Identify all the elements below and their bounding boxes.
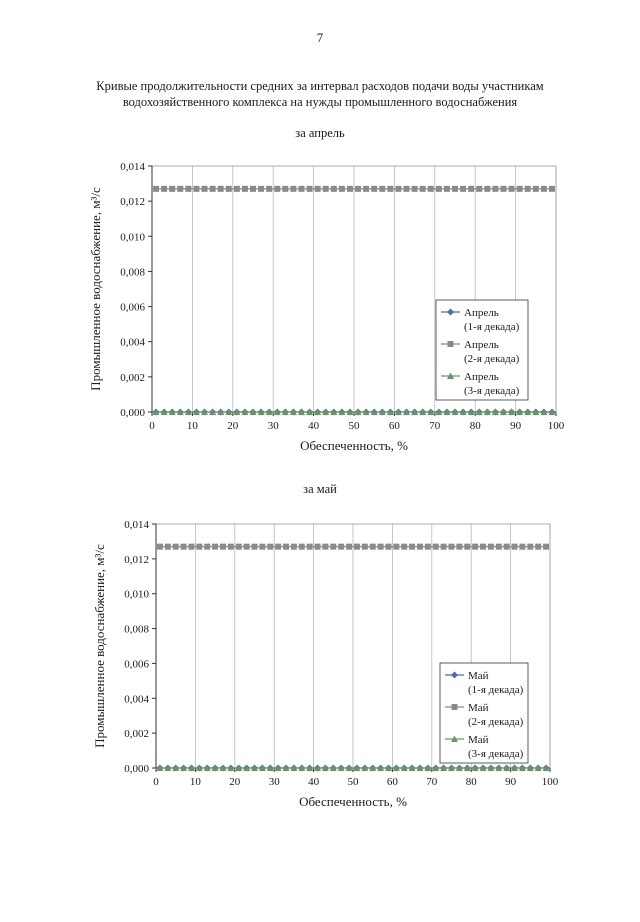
data-point-series-2 [468,186,474,192]
data-point-series-2 [212,544,218,550]
data-point-series-2 [161,186,167,192]
data-point-series-2 [409,544,415,550]
legend-label-2-line-1: Май [468,702,489,714]
legend-marker-2 [452,704,458,710]
data-point-series-2 [259,544,265,550]
y-tick-label: 0,010 [124,588,149,601]
data-point-series-2 [274,186,280,192]
x-tick-label: 80 [465,776,477,788]
x-tick-label: 50 [347,776,359,788]
y-tick-label: 0,002 [120,371,145,384]
x-tick-label: 0 [149,420,155,432]
data-point-series-2 [275,544,281,550]
data-point-series-2 [323,186,329,192]
data-point-series-2 [347,186,353,192]
data-point-series-2 [460,186,466,192]
data-point-series-2 [370,544,376,550]
x-axis-label: Обеспеченность, % [299,794,407,809]
y-tick-label: 0,006 [120,301,145,314]
data-point-series-2 [464,544,470,550]
data-point-series-2 [307,186,313,192]
data-point-series-2 [401,544,407,550]
data-point-series-2 [480,544,486,550]
x-tick-label: 90 [510,420,522,432]
legend-marker-2 [448,341,454,347]
legend-label-2-line-2: (2-я декада) [468,716,524,728]
data-point-series-2 [441,544,447,550]
data-point-series-2 [425,544,431,550]
data-point-series-2 [476,186,482,192]
data-point-series-2 [385,544,391,550]
data-point-series-2 [496,544,502,550]
y-tick-label: 0,008 [124,623,149,636]
y-tick-label: 0,000 [124,763,149,775]
data-point-series-2 [484,186,490,192]
document-title-line-1: Кривые продолжительности средних за интервал расходов подачи воды участникам [96,79,544,93]
data-point-series-2 [346,544,352,550]
legend-label-3-line-2: (3-я декада) [468,748,524,760]
data-point-series-2 [433,544,439,550]
x-tick-label: 100 [541,776,559,788]
data-point-series-2 [456,544,462,550]
data-point-series-2 [449,544,455,550]
data-point-series-2 [354,544,360,550]
data-point-series-2 [378,544,384,550]
data-point-series-2 [307,544,313,550]
data-point-series-2 [298,186,304,192]
data-point-series-2 [236,544,242,550]
x-tick-label: 50 [348,420,360,432]
data-point-series-2 [504,544,510,550]
data-point-series-2 [196,544,202,550]
data-point-series-2 [282,186,288,192]
document-title-line-2: водохозяйственного комплекса на нужды промышленного водоснабжения [122,95,518,109]
chart-may-title: за май [303,482,337,496]
data-point-series-2 [315,544,321,550]
data-point-series-2 [153,186,159,192]
data-point-series-2 [363,186,369,192]
data-point-series-2 [169,186,175,192]
data-point-series-2 [541,186,547,192]
data-point-series-2 [266,186,272,192]
data-point-series-2 [519,544,525,550]
legend-label-3-line-1: Апрель [464,371,499,383]
data-point-series-2 [533,186,539,192]
data-point-series-2 [417,544,423,550]
data-point-series-2 [204,544,210,550]
data-point-series-2 [549,186,555,192]
x-tick-label: 60 [386,776,398,788]
x-tick-label: 30 [268,776,280,788]
data-point-series-2 [177,186,183,192]
legend-label-2-line-1: Апрель [464,339,499,351]
data-point-series-2 [339,186,345,192]
legend-label-1-line-1: Апрель [464,307,499,319]
x-tick-label: 90 [505,776,517,788]
data-point-series-2 [404,186,410,192]
y-tick-label: 0,012 [120,196,145,209]
x-tick-label: 30 [267,420,279,432]
data-point-series-2 [165,544,171,550]
page-number: 7 [316,30,324,45]
y-tick-label: 0,014 [120,161,145,173]
legend-label-3-line-1: Май [468,734,489,746]
chart-april-title: за апрель [295,126,345,140]
data-point-series-2 [185,186,191,192]
data-point-series-2 [509,186,515,192]
x-tick-label: 40 [308,776,320,788]
x-tick-label: 40 [308,420,320,432]
x-tick-label: 80 [469,420,481,432]
legend-label-3-line-2: (3-я декада) [464,385,520,397]
data-point-series-2 [395,186,401,192]
x-tick-label: 20 [227,420,239,432]
y-tick-label: 0,006 [124,658,149,671]
data-point-series-2 [452,186,458,192]
x-tick-label: 10 [189,776,201,788]
y-axis-label: Промышленное водоснабжение, м³/с [92,544,107,748]
data-point-series-2 [412,186,418,192]
data-point-series-2 [472,544,478,550]
y-tick-label: 0,000 [120,407,145,419]
data-point-series-2 [488,544,494,550]
data-point-series-2 [330,544,336,550]
data-point-series-2 [338,544,344,550]
data-point-series-2 [193,186,199,192]
data-point-series-2 [250,186,256,192]
data-point-series-2 [267,544,273,550]
data-point-series-2 [517,186,523,192]
document-title [60,78,580,110]
x-axis-label: Обеспеченность, % [300,438,408,453]
data-point-series-2 [181,544,187,550]
data-point-series-2 [228,544,234,550]
y-tick-label: 0,004 [120,336,145,349]
data-point-series-2 [188,544,194,550]
data-point-series-2 [436,186,442,192]
data-point-series-2 [234,186,240,192]
data-point-series-2 [355,186,361,192]
data-point-series-2 [492,186,498,192]
data-point-series-2 [512,544,518,550]
data-point-series-2 [242,186,248,192]
y-tick-label: 0,002 [124,728,149,741]
y-axis-label: Промышленное водоснабжение, м³/с [88,187,103,391]
data-point-series-2 [543,544,549,550]
data-point-series-2 [322,544,328,550]
chart-april [0,150,640,460]
data-point-series-2 [299,544,305,550]
data-point-series-2 [527,544,533,550]
x-tick-label: 20 [229,776,241,788]
data-point-series-2 [371,186,377,192]
legend-label-2-line-2: (2-я декада) [464,353,520,365]
data-point-series-2 [244,544,250,550]
data-point-series-2 [420,186,426,192]
data-point-series-2 [210,186,216,192]
data-point-series-2 [258,186,264,192]
data-point-series-2 [173,544,179,550]
data-point-series-2 [252,544,258,550]
data-point-series-2 [387,186,393,192]
data-point-series-2 [220,544,226,550]
x-tick-label: 100 [547,420,565,432]
data-point-series-2 [226,186,232,192]
x-tick-label: 10 [186,420,198,432]
data-point-series-2 [315,186,321,192]
x-tick-label: 0 [153,776,159,788]
y-tick-label: 0,004 [124,693,149,706]
legend-label-1-line-2: (1-я декада) [468,684,524,696]
data-point-series-2 [525,186,531,192]
data-point-series-2 [379,186,385,192]
data-point-series-2 [428,186,434,192]
data-point-series-2 [283,544,289,550]
data-point-series-2 [444,186,450,192]
chart-may [0,506,640,816]
x-tick-label: 60 [388,420,400,432]
data-point-series-2 [157,544,163,550]
y-tick-label: 0,014 [124,519,149,531]
data-point-series-2 [290,186,296,192]
data-point-series-2 [535,544,541,550]
data-point-series-2 [218,186,224,192]
data-point-series-2 [393,544,399,550]
data-point-series-2 [291,544,297,550]
data-point-series-2 [500,186,506,192]
y-tick-label: 0,008 [120,266,145,279]
legend-label-1-line-2: (1-я декада) [464,321,520,333]
data-point-series-2 [362,544,368,550]
data-point-series-2 [202,186,208,192]
legend-label-1-line-1: Май [468,670,489,682]
x-tick-label: 70 [429,420,441,432]
x-tick-label: 70 [426,776,438,788]
y-tick-label: 0,012 [124,553,149,566]
data-point-series-2 [331,186,337,192]
y-tick-label: 0,010 [120,231,145,244]
